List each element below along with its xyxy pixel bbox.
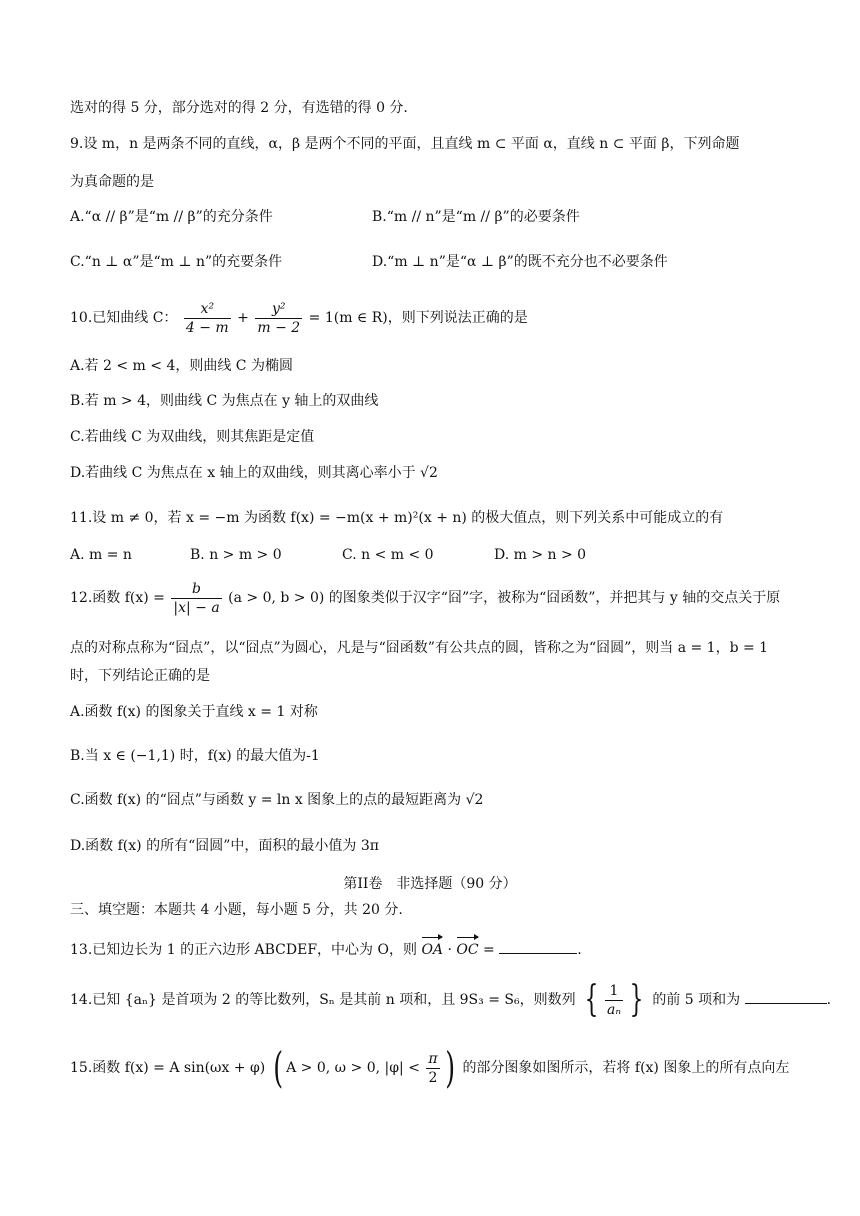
q12-option-b: B.当 x ∈ (−1,1) 时，f(x) 的最大值为-1 — [70, 748, 320, 764]
q15-fraction — [426, 1050, 439, 1087]
q11-option-d: D. m > n > 0 — [494, 547, 587, 563]
q12-fraction-denominator: |x| − a — [173, 599, 220, 616]
q12-option-d: D.函数 f(x) 的所有“囧圆”中，面积的最小值为 3π — [70, 838, 379, 854]
q10-fraction-y-denominator: m − 2 — [257, 319, 301, 336]
q10-fraction-y — [255, 300, 302, 337]
q12-option-a: A.函数 f(x) 的图象关于直线 x = 1 对称 — [70, 704, 318, 720]
q13-end: . — [577, 942, 582, 958]
q15-right-paren: ) — [444, 1043, 455, 1092]
q12-fraction — [171, 580, 221, 617]
q13-equals: = — [483, 942, 495, 958]
q9-option-b: B.“m // n”是“m // β”的必要条件 — [372, 209, 580, 225]
q10-option-b: B.若 m > 4，则曲线 C 为焦点在 y 轴上的双曲线 — [70, 393, 379, 409]
q13-vector-oc: OC — [456, 936, 478, 960]
q14-stem — [70, 980, 831, 1020]
q9-option-a: A.“α // β”是“m // β”的充分条件 — [70, 209, 273, 225]
q14-answer-blank[interactable] — [745, 1003, 827, 1004]
q11-option-a: A. m = n — [70, 547, 132, 563]
q15-prefix: 15.函数 f(x) = A sin(ωx + φ) — [70, 1060, 266, 1076]
q13-dot: · — [447, 942, 452, 958]
q12-line3: 时，下列结论正确的是 — [70, 668, 210, 684]
q10-suffix: = 1(m ∈ R)，则下列说法正确的是 — [308, 310, 528, 326]
q9-option-c: C.“n ⊥ α”是“m ⊥ n”的充要条件 — [70, 254, 283, 270]
q10-fraction-x — [184, 300, 231, 337]
q14-prefix: 14.已知 {aₙ} 是首项为 2 的等比数列，Sₙ 是其前 n 项和，且 9S₃ = S₆，则数列 — [70, 992, 576, 1008]
q14-left-brace: { — [584, 979, 599, 1020]
q10-stem — [70, 298, 528, 338]
q9-stem-line2: 为真命题的是 — [70, 174, 154, 190]
q13-stem — [70, 936, 582, 960]
q14-suffix: 的前 5 项和为 — [652, 992, 741, 1008]
q9-stem-line1: 9.设 m，n 是两条不同的直线，α，β 是两个不同的平面，且直线 m ⊂ 平面 α，直线 n ⊂ 平面 β，下列命题 — [70, 136, 740, 152]
q14-right-brace: } — [629, 979, 644, 1020]
q10-plus: + — [237, 310, 249, 326]
q15-left-paren: ( — [272, 1043, 283, 1092]
q15-fraction-numerator: π — [428, 1050, 438, 1067]
q11-option-c: C. n < m < 0 — [342, 547, 434, 563]
q15-condition: A > 0, ω > 0, |φ| < — [286, 1060, 420, 1076]
q13-answer-blank[interactable] — [499, 953, 577, 954]
q11-stem: 11.设 m ≠ 0，若 x = −m 为函数 f(x) = −m(x + m)²(x + n) 的极大值点，则下列关系中可能成立的有 — [70, 510, 724, 526]
q10-option-d: D.若曲线 C 为焦点在 x 轴上的双曲线，则其离心率小于 √2 — [70, 465, 438, 481]
q11-option-b: B. n > m > 0 — [190, 547, 282, 563]
q10-option-c: C.若曲线 C 为双曲线，则其焦距是定值 — [70, 429, 315, 445]
q12-suffix: (a > 0, b > 0) 的图象类似于汉字“囧”字，被称为“囧函数”，并把其与 y 轴的交点关于原 — [228, 590, 781, 606]
q15-stem — [70, 1043, 790, 1092]
scoring-note: 选对的得 5 分，部分选对的得 2 分，有选错的得 0 分. — [70, 100, 408, 116]
q10-fraction-x-denominator: 4 − m — [185, 319, 229, 336]
q12-fraction-numerator: b — [171, 580, 221, 599]
q14-end: . — [826, 992, 832, 1008]
q15-suffix: 的部分图象如图所示，若将 f(x) 图象上的所有点向左 — [462, 1060, 790, 1076]
q10-option-a: A.若 2 < m < 4，则曲线 C 为椭圆 — [70, 358, 293, 374]
q12-line2: 点的对称点称为“囧点”，以“囧点”为圆心，凡是与“囧函数”有公共点的圆，皆称之为“囧圆”，则当 a = 1，b = 1 — [70, 640, 769, 656]
q12-prefix: 12.函数 f(x) = — [70, 590, 165, 606]
q14-fraction — [605, 982, 623, 1019]
q14-fraction-denominator: aₙ — [606, 1001, 621, 1018]
section-title: 第II卷 非选择题（90 分） — [343, 876, 517, 892]
section-three-heading: 三、填空题：本题共 4 小题，每小题 5 分，共 20 分. — [70, 902, 403, 918]
q10-fraction-y-numerator: y² — [255, 300, 302, 319]
q15-fraction-denominator: 2 — [428, 1069, 438, 1086]
q9-option-d: D.“m ⊥ n”是“α ⊥ β”的既不充分也不必要条件 — [372, 254, 668, 270]
q12-stem — [70, 578, 780, 618]
q13-prefix: 13.已知边长为 1 的正六边形 ABCDEF，中心为 O，则 — [70, 942, 417, 958]
q14-fraction-numerator: 1 — [605, 982, 623, 1001]
q10-prefix: 10.已知曲线 C： — [70, 310, 178, 326]
q10-fraction-x-numerator: x² — [184, 300, 231, 319]
q13-vector-oa: OA — [421, 936, 443, 960]
q12-option-c: C.函数 f(x) 的“囧点”与函数 y = ln x 图象上的点的最短距离为 √2 — [70, 792, 484, 808]
